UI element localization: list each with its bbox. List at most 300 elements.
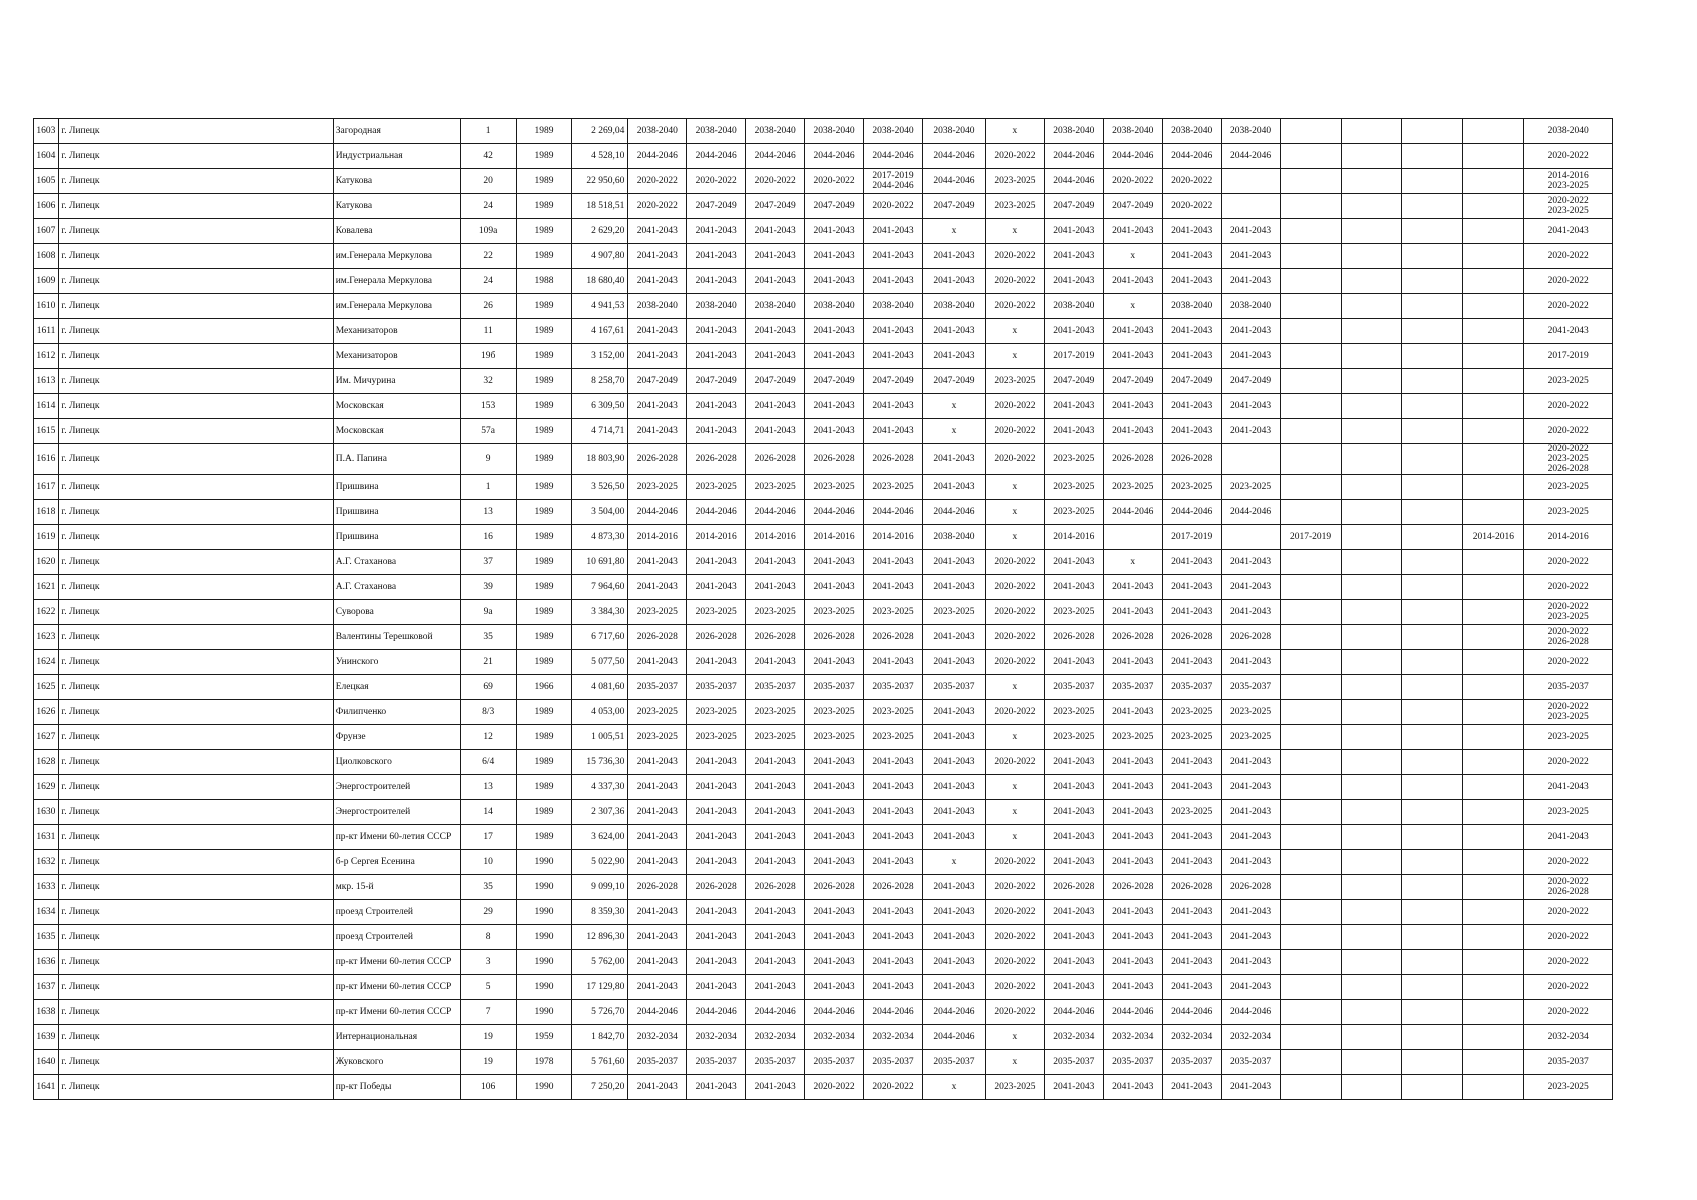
cell-period-15	[1463, 119, 1524, 144]
cell-period-10: 2041-2043	[1162, 319, 1221, 344]
cell-period-8: 2041-2043	[1044, 900, 1103, 925]
cell-period-3: 2044-2046	[746, 500, 805, 525]
cell-period-12	[1280, 219, 1341, 244]
cell-period-15	[1463, 475, 1524, 500]
cell-period-13	[1341, 675, 1402, 700]
cell-period-6: 2041-2043	[922, 269, 985, 294]
cell-period-6: 2041-2043	[922, 550, 985, 575]
cell-final-period: 2020-2022	[1524, 575, 1613, 600]
cell-period-13	[1341, 369, 1402, 394]
cell-period-7: 2020-2022	[985, 550, 1044, 575]
table-row	[34, 269, 1613, 294]
cell-period-12	[1280, 319, 1341, 344]
cell-period-11: 2041-2043	[1221, 775, 1280, 800]
table-row	[34, 750, 1613, 775]
cell-period-9: 2041-2043	[1103, 269, 1162, 294]
cell-period-6: х	[922, 219, 985, 244]
cell-period-8: 2041-2043	[1044, 650, 1103, 675]
cell-period-2: 2023-2025	[687, 700, 746, 725]
cell-period-10: 2020-2022	[1162, 194, 1221, 219]
table-row	[34, 475, 1613, 500]
cell-period-8: 2035-2037	[1044, 675, 1103, 700]
cell-area: 4 907,80	[572, 244, 628, 269]
cell-period-12	[1280, 900, 1341, 925]
cell-row-number: 1618	[34, 500, 59, 525]
cell-period-9: х	[1103, 294, 1162, 319]
cell-house-number: 1	[460, 475, 516, 500]
cell-area: 9 099,10	[572, 875, 628, 900]
cell-street: им.Генерала Меркулова	[333, 269, 460, 294]
cell-period-10: 2032-2034	[1162, 1025, 1221, 1050]
cell-period-11: 2023-2025	[1221, 725, 1280, 750]
cell-period-11: 2035-2037	[1221, 675, 1280, 700]
cell-period-1: 2041-2043	[628, 244, 687, 269]
cell-period-13	[1341, 575, 1402, 600]
cell-period-1: 2026-2028	[628, 444, 687, 475]
cell-period-1: 2023-2025	[628, 600, 687, 625]
cell-street: Пришвина	[333, 475, 460, 500]
cell-period-3: 2041-2043	[746, 825, 805, 850]
cell-period-7: х	[985, 344, 1044, 369]
cell-final-period: 2020-2022 2023-2025	[1524, 700, 1613, 725]
cell-year-built: 1989	[516, 444, 572, 475]
cell-period-11: 2041-2043	[1221, 394, 1280, 419]
cell-period-15	[1463, 369, 1524, 394]
cell-period-11: 2044-2046	[1221, 144, 1280, 169]
cell-period-15	[1463, 775, 1524, 800]
cell-period-1: 2041-2043	[628, 750, 687, 775]
cell-period-14	[1402, 475, 1463, 500]
cell-period-9: 2044-2046	[1103, 1000, 1162, 1025]
cell-period-11: 2023-2025	[1221, 700, 1280, 725]
table-row	[34, 500, 1613, 525]
cell-period-10: 2041-2043	[1162, 575, 1221, 600]
cell-period-3: 2041-2043	[746, 775, 805, 800]
cell-period-14	[1402, 169, 1463, 194]
cell-house-number: 13	[460, 500, 516, 525]
cell-period-9: 2020-2022	[1103, 169, 1162, 194]
cell-period-1: 2032-2034	[628, 1025, 687, 1050]
cell-year-built: 1989	[516, 294, 572, 319]
cell-period-11: 2041-2043	[1221, 244, 1280, 269]
cell-period-15	[1463, 600, 1524, 625]
cell-period-6: 2038-2040	[922, 294, 985, 319]
cell-period-7: х	[985, 775, 1044, 800]
cell-period-1: 2047-2049	[628, 369, 687, 394]
cell-house-number: 7	[460, 1000, 516, 1025]
cell-city: г. Липецк	[59, 219, 333, 244]
cell-house-number: 26	[460, 294, 516, 319]
table-body	[34, 119, 1613, 1100]
cell-period-3: 2044-2046	[746, 144, 805, 169]
cell-final-period: 2041-2043	[1524, 825, 1613, 850]
cell-period-11: 2041-2043	[1221, 800, 1280, 825]
cell-period-11	[1221, 194, 1280, 219]
cell-period-15	[1463, 875, 1524, 900]
cell-period-7: 2020-2022	[985, 850, 1044, 875]
cell-period-12	[1280, 394, 1341, 419]
cell-city: г. Липецк	[59, 1025, 333, 1050]
cell-period-8: 2032-2034	[1044, 1025, 1103, 1050]
cell-period-11: 2044-2046	[1221, 500, 1280, 525]
cell-period-2: 2041-2043	[687, 925, 746, 950]
cell-city: г. Липецк	[59, 900, 333, 925]
cell-period-9: 2035-2037	[1103, 675, 1162, 700]
cell-period-8: 2044-2046	[1044, 1000, 1103, 1025]
cell-period-4: 2020-2022	[805, 1075, 864, 1100]
register-table	[33, 118, 1613, 1100]
cell-period-7: 2020-2022	[985, 975, 1044, 1000]
cell-period-15	[1463, 144, 1524, 169]
cell-area: 17 129,80	[572, 975, 628, 1000]
cell-period-15	[1463, 219, 1524, 244]
cell-row-number: 1612	[34, 344, 59, 369]
cell-period-13	[1341, 875, 1402, 900]
cell-period-1: 2041-2043	[628, 950, 687, 975]
cell-period-4: 2044-2046	[805, 1000, 864, 1025]
cell-period-6: 2041-2043	[922, 825, 985, 850]
cell-period-4: 2041-2043	[805, 850, 864, 875]
cell-period-12	[1280, 750, 1341, 775]
cell-period-15	[1463, 650, 1524, 675]
cell-city: г. Липецк	[59, 475, 333, 500]
cell-period-14	[1402, 500, 1463, 525]
cell-street: им.Генерала Меркулова	[333, 244, 460, 269]
cell-city: г. Липецк	[59, 394, 333, 419]
cell-row-number: 1607	[34, 219, 59, 244]
cell-period-11: 2041-2043	[1221, 650, 1280, 675]
table-row	[34, 850, 1613, 875]
cell-period-9: 2041-2043	[1103, 419, 1162, 444]
cell-period-3: 2041-2043	[746, 650, 805, 675]
cell-period-10: 2023-2025	[1162, 800, 1221, 825]
cell-area: 4 941,53	[572, 294, 628, 319]
cell-period-14	[1402, 269, 1463, 294]
cell-row-number: 1632	[34, 850, 59, 875]
cell-year-built: 1989	[516, 800, 572, 825]
cell-period-1: 2038-2040	[628, 119, 687, 144]
cell-period-9: 2047-2049	[1103, 194, 1162, 219]
cell-period-2: 2041-2043	[687, 319, 746, 344]
cell-period-15	[1463, 825, 1524, 850]
cell-period-2: 2023-2025	[687, 725, 746, 750]
cell-period-13	[1341, 650, 1402, 675]
cell-house-number: 19	[460, 1050, 516, 1075]
cell-period-2: 2026-2028	[687, 875, 746, 900]
cell-final-period: 2020-2022 2026-2028	[1524, 875, 1613, 900]
cell-period-4: 2041-2043	[805, 975, 864, 1000]
cell-row-number: 1617	[34, 475, 59, 500]
cell-area: 12 896,30	[572, 925, 628, 950]
cell-period-4: 2038-2040	[805, 294, 864, 319]
cell-period-13	[1341, 700, 1402, 725]
cell-period-12	[1280, 700, 1341, 725]
cell-period-7: 2020-2022	[985, 419, 1044, 444]
table-row	[34, 194, 1613, 219]
cell-period-8: 2014-2016	[1044, 525, 1103, 550]
cell-period-12	[1280, 444, 1341, 475]
cell-area: 8 359,30	[572, 900, 628, 925]
cell-period-15	[1463, 319, 1524, 344]
cell-period-6: 2035-2037	[922, 675, 985, 700]
cell-period-3: 2041-2043	[746, 319, 805, 344]
cell-period-11: 2023-2025	[1221, 475, 1280, 500]
cell-row-number: 1636	[34, 950, 59, 975]
cell-period-15	[1463, 1075, 1524, 1100]
cell-period-12	[1280, 575, 1341, 600]
table-row	[34, 675, 1613, 700]
cell-period-11: 2038-2040	[1221, 119, 1280, 144]
cell-city: г. Липецк	[59, 750, 333, 775]
cell-period-2: 2047-2049	[687, 369, 746, 394]
cell-period-1: 2041-2043	[628, 1075, 687, 1100]
cell-period-10: 2041-2043	[1162, 775, 1221, 800]
cell-period-1: 2041-2043	[628, 825, 687, 850]
cell-street: пр-кт Имени 60-летия СССР	[333, 825, 460, 850]
cell-period-11: 2041-2043	[1221, 1075, 1280, 1100]
cell-period-6: 2041-2043	[922, 775, 985, 800]
cell-period-14	[1402, 244, 1463, 269]
cell-period-6: 2041-2043	[922, 344, 985, 369]
cell-street: Им. Мичурина	[333, 369, 460, 394]
cell-period-5: 2041-2043	[864, 825, 923, 850]
cell-period-5: 2041-2043	[864, 750, 923, 775]
cell-period-2: 2035-2037	[687, 1050, 746, 1075]
cell-period-6: х	[922, 419, 985, 444]
cell-period-10: 2041-2043	[1162, 825, 1221, 850]
cell-period-11: 2026-2028	[1221, 625, 1280, 650]
cell-period-4: 2020-2022	[805, 169, 864, 194]
cell-period-8: 2023-2025	[1044, 725, 1103, 750]
cell-period-13	[1341, 900, 1402, 925]
cell-area: 4 528,10	[572, 144, 628, 169]
cell-period-8: 2044-2046	[1044, 144, 1103, 169]
cell-period-2: 2041-2043	[687, 269, 746, 294]
cell-period-10: 2041-2043	[1162, 950, 1221, 975]
cell-period-12	[1280, 600, 1341, 625]
cell-period-6: 2041-2043	[922, 800, 985, 825]
cell-house-number: 1	[460, 119, 516, 144]
cell-period-11: 2041-2043	[1221, 900, 1280, 925]
cell-period-14	[1402, 725, 1463, 750]
cell-house-number: 19	[460, 1025, 516, 1050]
cell-period-12	[1280, 825, 1341, 850]
cell-period-14	[1402, 650, 1463, 675]
cell-period-4: 2035-2037	[805, 1050, 864, 1075]
cell-period-5: 2041-2043	[864, 344, 923, 369]
cell-year-built: 1989	[516, 144, 572, 169]
cell-final-period: 2014-2016 2023-2025	[1524, 169, 1613, 194]
cell-period-11: 2026-2028	[1221, 875, 1280, 900]
cell-period-15	[1463, 419, 1524, 444]
cell-period-13	[1341, 750, 1402, 775]
cell-period-9: 2041-2043	[1103, 319, 1162, 344]
cell-period-10: 2035-2037	[1162, 1050, 1221, 1075]
cell-period-10: 2041-2043	[1162, 219, 1221, 244]
cell-house-number: 3	[460, 950, 516, 975]
cell-period-7: 2020-2022	[985, 1000, 1044, 1025]
cell-period-4: 2044-2046	[805, 144, 864, 169]
cell-period-8: 2041-2043	[1044, 850, 1103, 875]
cell-year-built: 1966	[516, 675, 572, 700]
cell-period-9: 2041-2043	[1103, 950, 1162, 975]
cell-area: 3 152,00	[572, 344, 628, 369]
cell-period-4: 2026-2028	[805, 444, 864, 475]
cell-street: б-р Сергея Есенина	[333, 850, 460, 875]
cell-period-15	[1463, 900, 1524, 925]
cell-period-1: 2041-2043	[628, 800, 687, 825]
cell-period-9: 2041-2043	[1103, 850, 1162, 875]
cell-period-13	[1341, 194, 1402, 219]
cell-period-4: 2041-2043	[805, 269, 864, 294]
cell-street: Ковалева	[333, 219, 460, 244]
cell-period-9: х	[1103, 244, 1162, 269]
cell-period-7: 2020-2022	[985, 244, 1044, 269]
cell-area: 22 950,60	[572, 169, 628, 194]
cell-city: г. Липецк	[59, 169, 333, 194]
cell-period-9: 2041-2043	[1103, 700, 1162, 725]
cell-house-number: 39	[460, 575, 516, 600]
cell-period-3: 2047-2049	[746, 369, 805, 394]
cell-period-1: 2041-2043	[628, 419, 687, 444]
table-row	[34, 1025, 1613, 1050]
cell-period-6: 2041-2043	[922, 575, 985, 600]
cell-period-3: 2041-2043	[746, 244, 805, 269]
cell-period-7: 2020-2022	[985, 575, 1044, 600]
cell-period-7: х	[985, 1025, 1044, 1050]
cell-house-number: 11	[460, 319, 516, 344]
cell-period-5: 2041-2043	[864, 925, 923, 950]
cell-street: Московская	[333, 394, 460, 419]
cell-area: 18 803,90	[572, 444, 628, 475]
table-row	[34, 294, 1613, 319]
cell-period-9: 2038-2040	[1103, 119, 1162, 144]
cell-period-13	[1341, 825, 1402, 850]
cell-period-7: 2023-2025	[985, 369, 1044, 394]
cell-period-6: 2041-2043	[922, 925, 985, 950]
table-row	[34, 775, 1613, 800]
cell-period-1: 2041-2043	[628, 850, 687, 875]
cell-final-period: 2014-2016	[1524, 525, 1613, 550]
cell-period-13	[1341, 1025, 1402, 1050]
cell-period-5: 2041-2043	[864, 319, 923, 344]
cell-period-10: 2041-2043	[1162, 269, 1221, 294]
cell-period-13	[1341, 800, 1402, 825]
cell-period-8: 2041-2043	[1044, 750, 1103, 775]
cell-period-1: 2026-2028	[628, 875, 687, 900]
cell-period-8: 2041-2043	[1044, 975, 1103, 1000]
cell-period-1: 2041-2043	[628, 344, 687, 369]
cell-final-period: 2020-2022	[1524, 850, 1613, 875]
table-row	[34, 725, 1613, 750]
cell-period-9: 2041-2043	[1103, 394, 1162, 419]
cell-period-13	[1341, 725, 1402, 750]
cell-year-built: 1989	[516, 244, 572, 269]
cell-period-8: 2023-2025	[1044, 475, 1103, 500]
cell-house-number: 13	[460, 775, 516, 800]
cell-period-7: х	[985, 500, 1044, 525]
cell-city: г. Липецк	[59, 625, 333, 650]
cell-period-5: 2023-2025	[864, 600, 923, 625]
cell-period-2: 2038-2040	[687, 119, 746, 144]
cell-city: г. Липецк	[59, 1000, 333, 1025]
cell-period-15	[1463, 1025, 1524, 1050]
cell-period-7: 2020-2022	[985, 444, 1044, 475]
cell-period-3: 2041-2043	[746, 950, 805, 975]
table-row	[34, 600, 1613, 625]
cell-period-7: 2020-2022	[985, 144, 1044, 169]
cell-period-15	[1463, 500, 1524, 525]
cell-period-13	[1341, 344, 1402, 369]
cell-house-number: 69	[460, 675, 516, 700]
cell-city: г. Липецк	[59, 344, 333, 369]
cell-city: г. Липецк	[59, 294, 333, 319]
cell-period-2: 2044-2046	[687, 144, 746, 169]
cell-period-15	[1463, 344, 1524, 369]
cell-street: Унинского	[333, 650, 460, 675]
cell-period-4: 2041-2043	[805, 244, 864, 269]
cell-period-5: 2041-2043	[864, 575, 923, 600]
cell-street: Катукова	[333, 169, 460, 194]
cell-period-11: 2041-2043	[1221, 950, 1280, 975]
cell-area: 2 629,20	[572, 219, 628, 244]
cell-period-13	[1341, 394, 1402, 419]
cell-house-number: 19б	[460, 344, 516, 369]
cell-house-number: 35	[460, 625, 516, 650]
cell-period-8: 2047-2049	[1044, 369, 1103, 394]
cell-area: 10 691,80	[572, 550, 628, 575]
cell-period-2: 2041-2043	[687, 825, 746, 850]
cell-area: 7 964,60	[572, 575, 628, 600]
cell-period-5: 2044-2046	[864, 500, 923, 525]
cell-period-10: 2017-2019	[1162, 525, 1221, 550]
cell-house-number: 16	[460, 525, 516, 550]
cell-period-14	[1402, 800, 1463, 825]
cell-period-10: 2041-2043	[1162, 344, 1221, 369]
cell-period-10: 2041-2043	[1162, 850, 1221, 875]
cell-period-3: 2026-2028	[746, 625, 805, 650]
cell-period-10: 2026-2028	[1162, 875, 1221, 900]
cell-period-11: 2041-2043	[1221, 344, 1280, 369]
cell-period-11: 2047-2049	[1221, 369, 1280, 394]
cell-period-12	[1280, 550, 1341, 575]
cell-row-number: 1620	[34, 550, 59, 575]
cell-period-12	[1280, 800, 1341, 825]
cell-year-built: 1989	[516, 119, 572, 144]
cell-period-7: 2020-2022	[985, 394, 1044, 419]
cell-year-built: 1989	[516, 825, 572, 850]
cell-period-12	[1280, 675, 1341, 700]
cell-period-11	[1221, 444, 1280, 475]
table-row	[34, 975, 1613, 1000]
cell-city: г. Липецк	[59, 194, 333, 219]
cell-period-1: 2023-2025	[628, 700, 687, 725]
cell-period-5: 2041-2043	[864, 550, 923, 575]
cell-period-5: 2020-2022	[864, 194, 923, 219]
cell-period-12	[1280, 1075, 1341, 1100]
cell-year-built: 1989	[516, 600, 572, 625]
cell-street: А.Г. Стаханова	[333, 575, 460, 600]
cell-period-4: 2044-2046	[805, 500, 864, 525]
cell-period-13	[1341, 950, 1402, 975]
cell-year-built: 1989	[516, 650, 572, 675]
cell-house-number: 29	[460, 900, 516, 925]
cell-period-7: х	[985, 525, 1044, 550]
cell-period-3: 2041-2043	[746, 900, 805, 925]
cell-period-3: 2047-2049	[746, 194, 805, 219]
cell-period-9: 2041-2043	[1103, 600, 1162, 625]
cell-final-period: 2020-2022	[1524, 294, 1613, 319]
